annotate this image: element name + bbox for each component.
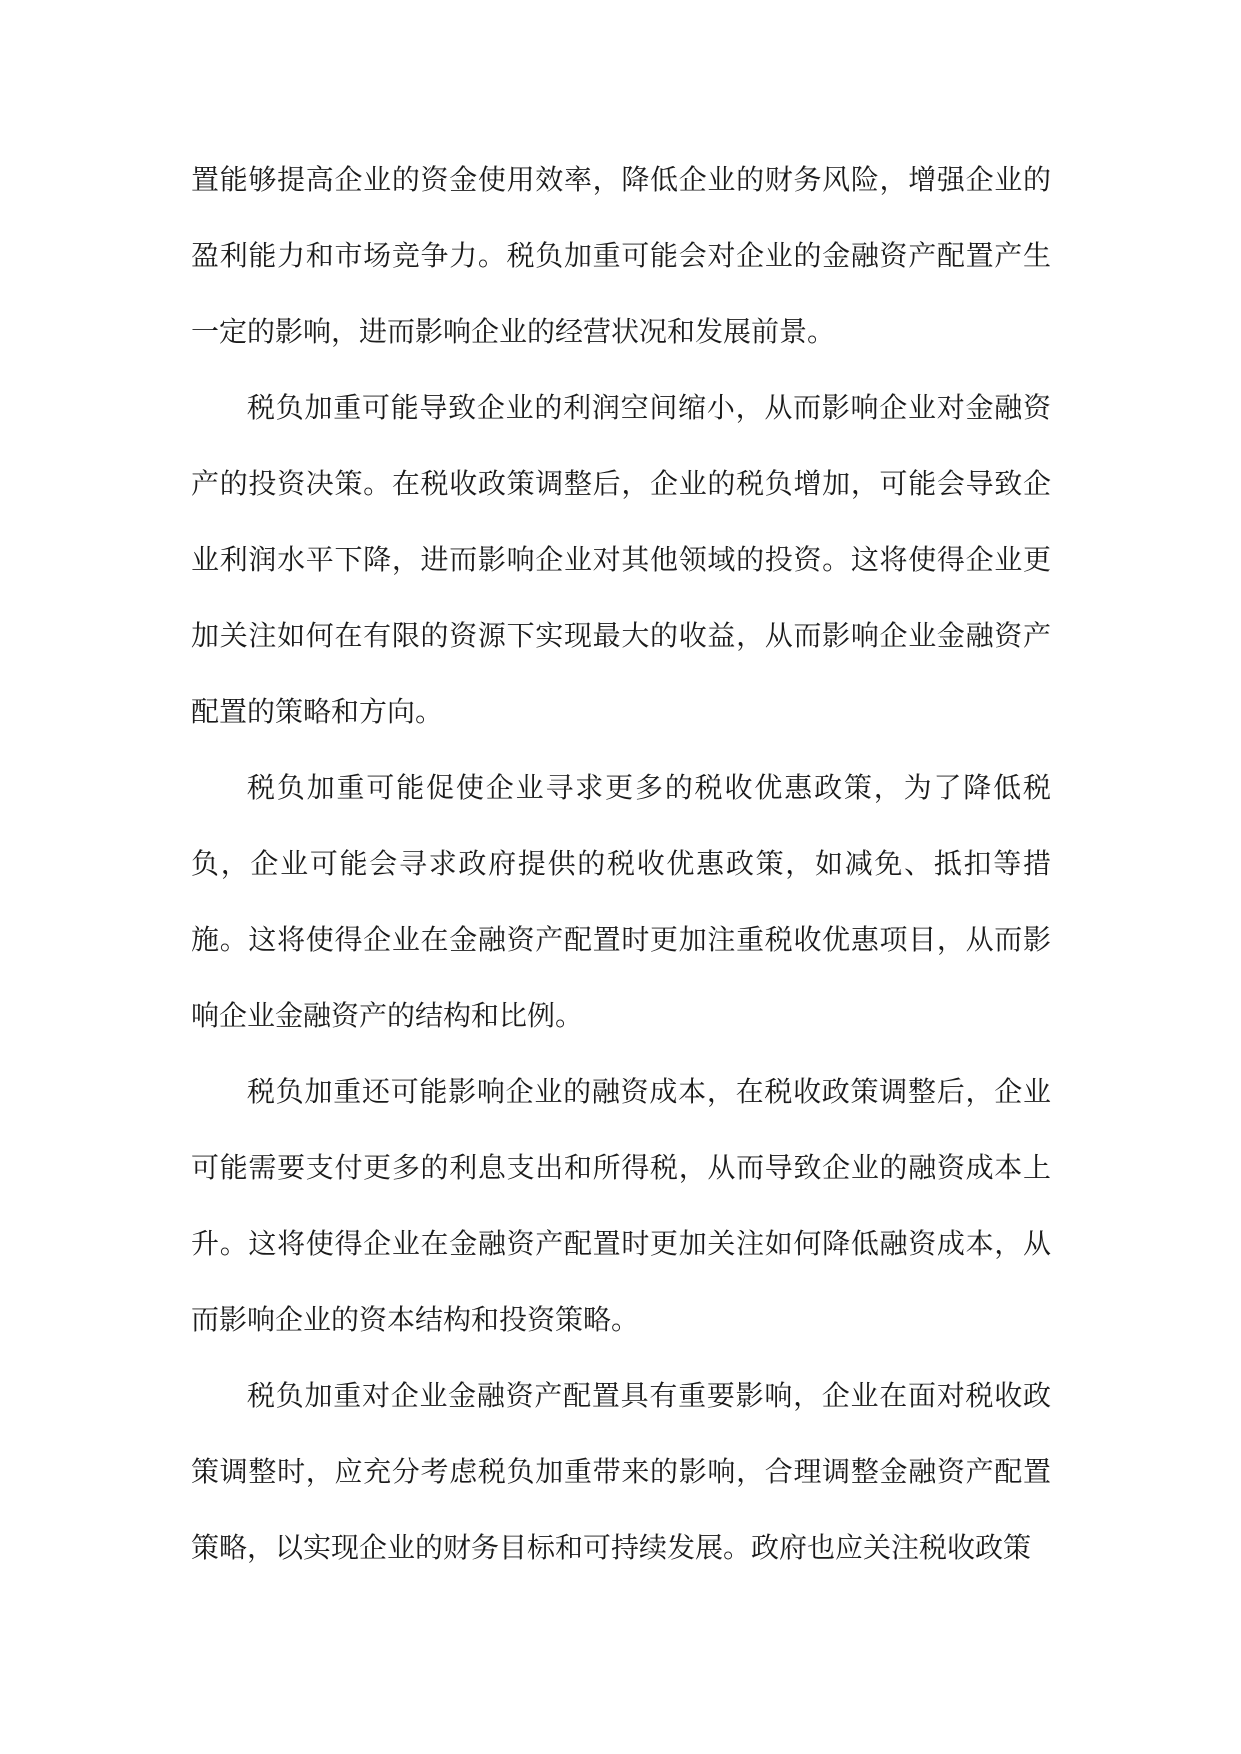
paragraph-profit-space: 税负加重可能导致企业的利润空间缩小，从而影响企业对金融资产的投资决策。在税收政策调整后，企业的税负增加，可能会导致企业利润水平下降，进而影响企业对其他领域的投资。这将使得企业更加关注如何在有限的资源下实现最大的收益，从而影响企业金融资产配置的策略和方向。 <box>191 391 1051 728</box>
document-body <box>191 142 1051 1586</box>
paragraph-tax-incentives: 税负加重可能促使企业寻求更多的税收优惠政策，为了降低税负，企业可能会寻求政府提供的税收优惠政策，如减免、抵扣等措施。这将使得企业在金融资产配置时更加注重税收优惠项目，从而影响企业金融资产的结构和比例。 <box>191 771 1051 1032</box>
paragraph-financing-cost: 税负加重还可能影响企业的融资成本，在税收政策调整后，企业可能需要支付更多的利息支出和所得税，从而导致企业的融资成本上升。这将使得企业在金融资产配置时更加关注如何降低融资成本，从而影响企业的资本结构和投资策略。 <box>191 1075 1051 1336</box>
paragraph-continuation: 置能够提高企业的资金使用效率，降低企业的财务风险，增强企业的盈利能力和市场竞争力。税负加重可能会对企业的金融资产配置产生一定的影响，进而影响企业的经营状况和发展前景。 <box>191 163 1051 348</box>
paragraph-conclusion: 税负加重对企业金融资产配置具有重要影响，企业在面对税收政策调整时，应充分考虑税负加重带来的影响，合理调整金融资产配置策略，以实现企业的财务目标和可持续发展。政府也应关注税收政策 <box>191 1379 1051 1564</box>
